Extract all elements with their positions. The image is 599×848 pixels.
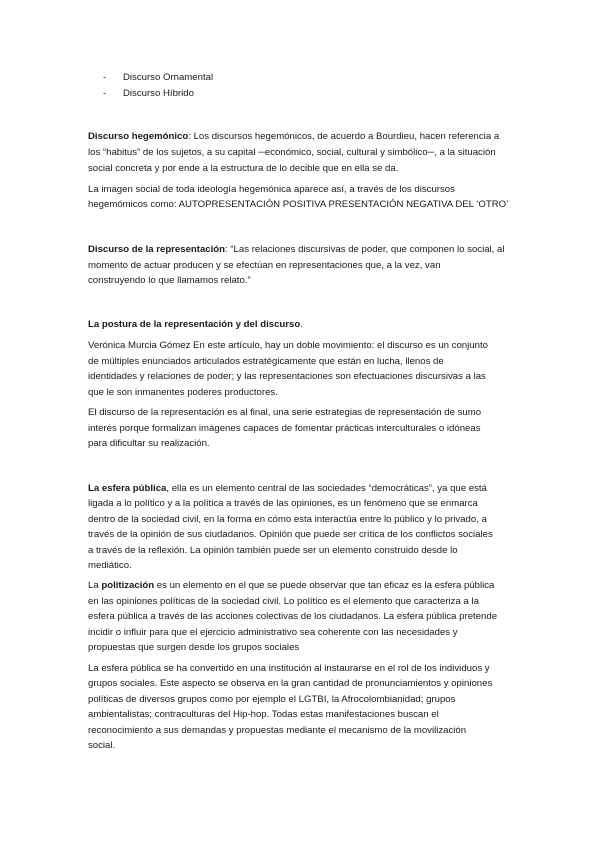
term-heading: politización	[101, 580, 155, 591]
text-span: : “Las relaciones discursivas de poder, que componen lo social, al	[225, 244, 505, 255]
paragraph-line: propuestas que surgen desde los grupos sociales	[88, 642, 300, 653]
text-span: La	[88, 580, 102, 591]
text-span: , ella es un elemento central de las sociedades “democráticas”, ya que está	[166, 483, 487, 494]
paragraph-line: grupos sociales. Este aspecto se observa en la gran cantidad de pronunciamientos y opiniones	[88, 678, 493, 689]
paragraph-line: construyendo lo que llamamos relato.”	[88, 275, 251, 286]
paragraph-line: dentro de la sociedad civil, en la forma en cómo esta interactúa entre lo público y lo privado, a	[88, 514, 487, 525]
term-heading: Discurso de la representación	[88, 244, 226, 255]
paragraph-line: de múltiples enunciados articulados estratégicamente que están en lucha, llenos de	[88, 356, 444, 367]
paragraph-line: a través de la reflexión. La opinión también puede ser un elemento construido desde lo	[88, 545, 458, 556]
bullet-item: Discurso Híbrido	[123, 88, 194, 99]
paragraph-line: para dificultar su realización.	[88, 438, 210, 449]
text-span: .	[300, 319, 303, 330]
paragraph-line: ligada a lo político y a la política a través de las opiniones, es un fenómeno que se enmarca	[88, 498, 478, 509]
section-heading-text: La postura de la representación y del discurso	[88, 319, 301, 330]
text-span: : Los discursos hegemónicos, de acuerdo a Bourdieu, hacen referencia a	[188, 131, 500, 142]
paragraph-line: incidir o influir para que el ejercicio administrativo sea coherente con las necesidades y	[88, 627, 458, 638]
paragraph-line: que le son inmanentes poderes productores.	[88, 387, 278, 398]
section-heading	[88, 317, 303, 333]
paragraph-line: Verónica Murcia Gómez En este artículo, hay un doble movimiento: el discurso es un conjunto	[88, 340, 488, 351]
paragraph-line: ambientalistas; contraculturas del Hip-hop. Todas estas manifestaciones buscan el	[88, 709, 439, 720]
paragraph-line	[88, 481, 487, 497]
paragraph-line: social.	[88, 740, 116, 751]
paragraph-line: esfera pública a través de las acciones colectivas de los ciudadanos. La esfera pública pretende	[88, 611, 498, 622]
term-heading: La esfera pública	[88, 483, 167, 494]
paragraph-line: La imagen social de toda ideología hegemónica aparece así, a través de los discursos	[88, 184, 455, 195]
bullet-dash: -	[103, 88, 107, 99]
text-span: es un elemento en el que se puede observar que tan eficaz es la esfera pública	[154, 580, 495, 591]
paragraph-line: través de la opinión de sus ciudadanos. Opinión que puede ser crítica de los conflictos sociales	[88, 529, 493, 540]
term-heading: Discurso hegemónico	[88, 131, 189, 142]
paragraph-line: reconocimiento a sus demandas y propuestas mediante el mecanismo de la movilización	[88, 725, 467, 736]
paragraph-line: hegemómicos como: AUTOPRESENTACIÓN POSITIVA PRESENTACIÓN NEGATIVA DEL ‘OTRO’	[88, 199, 509, 210]
paragraph-line: social concreta y por ende a la estructura de lo decible que en ella se da.	[88, 163, 399, 174]
paragraph-line: en las opiniones políticas de la sociedad civil. Lo político es el elemento que caracteriza a la	[88, 596, 479, 607]
paragraph-line: mediático.	[88, 560, 132, 571]
paragraph-line	[88, 129, 499, 145]
paragraph-line	[88, 242, 504, 258]
bullet-item: Discurso Ornamental	[123, 72, 214, 83]
paragraph-line: los “habitus” de los sujetos, a su capital ─económico, social, cultural y simbólico─, a la situación	[88, 147, 496, 158]
paragraph-line: El discurso de la representación es al final, una serie estrategias de representación de sumo	[88, 407, 482, 418]
bullet-dash: -	[103, 72, 107, 83]
paragraph-line: identidades y relaciones de poder; y las representaciones son efectuaciones discursivas a las	[88, 371, 486, 382]
paragraph-line: políticas de diversos grupos como por ejemplo el LGTBI, la Afrocolombianidad; grupos	[88, 694, 456, 705]
paragraph-line	[88, 578, 494, 594]
paragraph-line: La esfera pública se ha convertido en una institución al instaurarse en el rol de los individuos y	[88, 663, 490, 674]
paragraph-line: interés porque formalizan imágenes capaces de fomentar prácticas interculturales o idóneas	[88, 423, 481, 434]
paragraph-line: momento de actuar producen y se efectúan en representaciones que, a la vez, van	[88, 260, 441, 271]
